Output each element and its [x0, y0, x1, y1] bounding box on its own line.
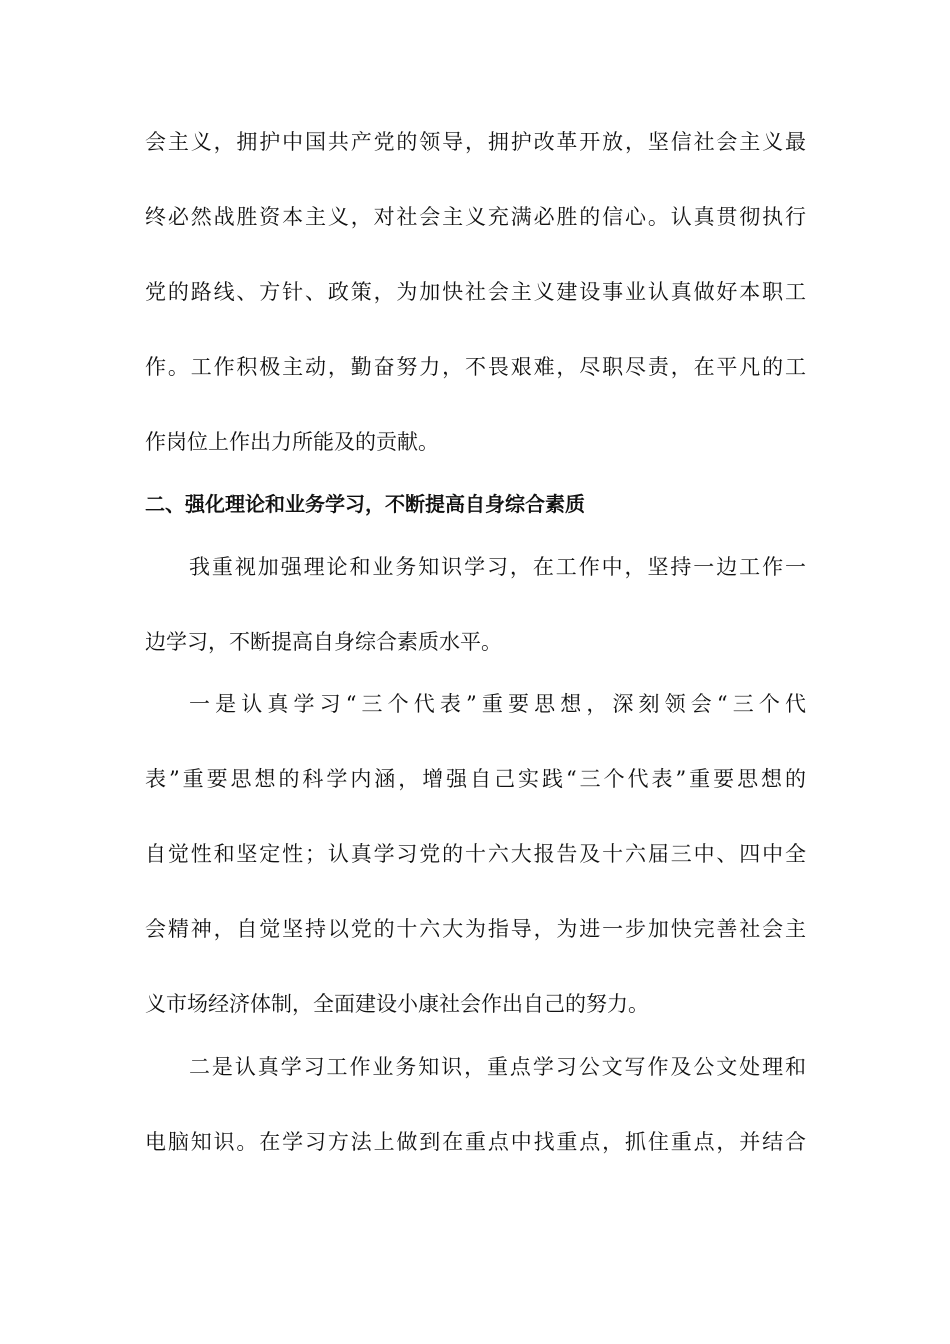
paragraph-line: 二是认真学习工作业务知识，重点学习公文写作及公文处理和	[189, 1055, 806, 1079]
paragraph-line: 自觉性和坚定性；认真学习党的十六大报告及十六届三中、四中全	[145, 842, 806, 866]
paragraph-line: 会主义，拥护中国共产党的领导，拥护改革开放，坚信社会主义最	[145, 130, 806, 154]
section-heading: 二、强化理论和业务学习，不断提高自身综合素质	[145, 492, 585, 516]
paragraph-line: 党的路线、方针、政策，为加快社会主义建设事业认真做好本职工	[145, 280, 806, 304]
paragraph-line: 作。工作积极主动，勤奋努力，不畏艰难，尽职尽责，在平凡的工	[145, 355, 806, 379]
paragraph-line: 表”重要思想的科学内涵，增强自己实践“三个代表”重要思想的	[145, 767, 806, 791]
paragraph-line: 电脑知识。在学习方法上做到在重点中找重点，抓住重点，并结合	[145, 1130, 806, 1154]
paragraph-line: 一是认真学习“三个代表”重要思想，深刻领会“三个代	[189, 692, 806, 716]
paragraph-line: 作岗位上作出力所能及的贡献。	[145, 430, 439, 454]
paragraph-line: 义市场经济体制，全面建设小康社会作出自己的努力。	[145, 992, 649, 1016]
paragraph-line: 会精神，自觉坚持以党的十六大为指导，为进一步加快完善社会主	[145, 917, 806, 941]
paragraph-line: 终必然战胜资本主义，对社会主义充满必胜的信心。认真贯彻执行	[145, 205, 806, 229]
paragraph-line: 我重视加强理论和业务知识学习，在工作中，坚持一边工作一	[189, 555, 806, 579]
paragraph-line: 边学习，不断提高自身综合素质水平。	[145, 630, 502, 654]
